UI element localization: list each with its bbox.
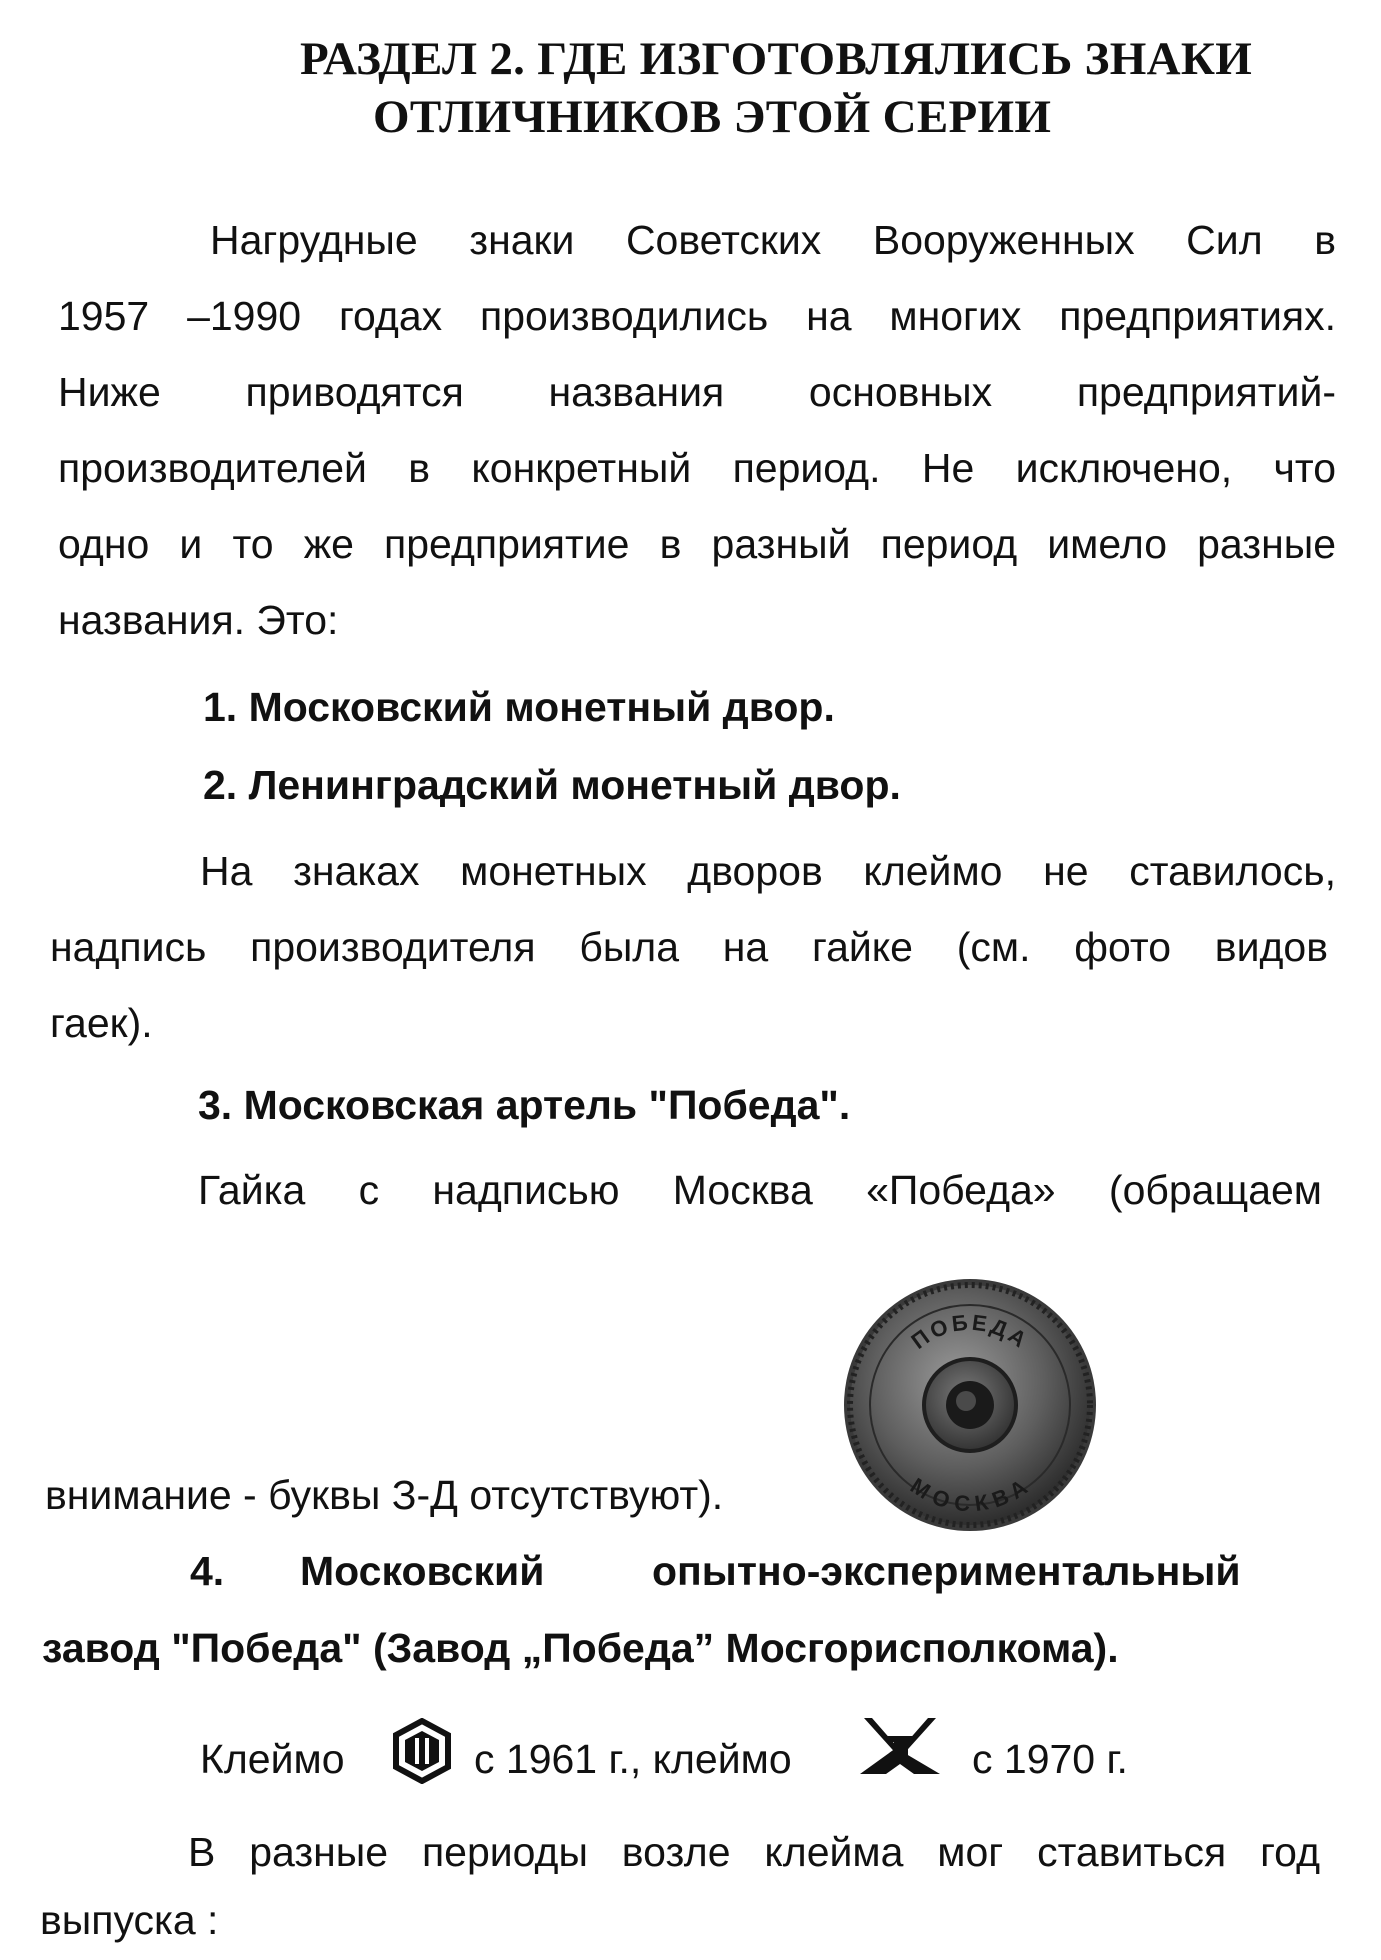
pobeda-note-line-2: внимание - буквы З-Д отсутствуют).	[45, 1472, 724, 1518]
intro-line-5: одно и то же предприятие в разный период имело разные	[58, 521, 1336, 567]
nut-top-text: ПОБЕДА	[906, 1309, 1034, 1354]
list-item-4-word-1: Московский	[300, 1548, 545, 1594]
list-item-2: 2. Ленинградский монетный двор.	[203, 762, 901, 808]
pobeda-note-line-1: Гайка с надписью Москва «Победа» (обращаем	[198, 1167, 1322, 1213]
hexagon-mark-icon	[392, 1718, 452, 1784]
heading-line-1: РАЗДЕЛ 2. ГДЕ ИЗГОТОВЛЯЛИСЬ ЗНАКИ	[300, 33, 1253, 85]
list-item-3: 3. Московская артель "Победа".	[198, 1082, 851, 1128]
list-item-4-number: 4.	[190, 1548, 225, 1594]
mint-note-line-3: гаек).	[50, 1000, 153, 1046]
heading-line-2: ОТЛИЧНИКОВ ЭТОЙ СЕРИИ	[373, 91, 1052, 143]
mint-note-line-2: надпись производителя была на гайке (см. фото видов	[50, 924, 1328, 970]
list-item-4-line-2: завод "Победа" (Завод „Победа” Мосгорисполкома).	[42, 1625, 1119, 1671]
dagger-mark-icon	[856, 1712, 944, 1782]
intro-line-4: производителей в конкретный период. Не исключено, что	[58, 445, 1336, 491]
nut-bottom-text: МОСКВА	[905, 1472, 1035, 1517]
marks-text-1: Клеймо	[200, 1736, 345, 1782]
intro-line-6: названия. Это:	[58, 597, 339, 643]
list-item-1: 1. Московский монетный двор.	[203, 684, 835, 730]
marks-text-2: с 1961 г., клеймо	[474, 1736, 792, 1782]
nut-photo	[840, 1275, 1100, 1535]
intro-line-3: Ниже приводятся названия основных предприятий-	[58, 369, 1336, 415]
intro-line-2: 1957 –1990 годах производились на многих предприятиях.	[58, 293, 1336, 339]
list-item-4-word-2: опытно-экспериментальный	[652, 1548, 1241, 1594]
year-note-line-2: выпуска :	[40, 1897, 219, 1943]
marks-text-3: с 1970 г.	[972, 1736, 1128, 1782]
section-heading	[300, 30, 1252, 146]
intro-line-1: Нагрудные знаки Советских Вооруженных Сил в	[210, 217, 1336, 263]
mint-note-line-1: На знаках монетных дворов клеймо не ставилось,	[200, 848, 1336, 894]
year-note-line-1: В разные периоды возле клейма мог ставиться год	[188, 1829, 1320, 1875]
